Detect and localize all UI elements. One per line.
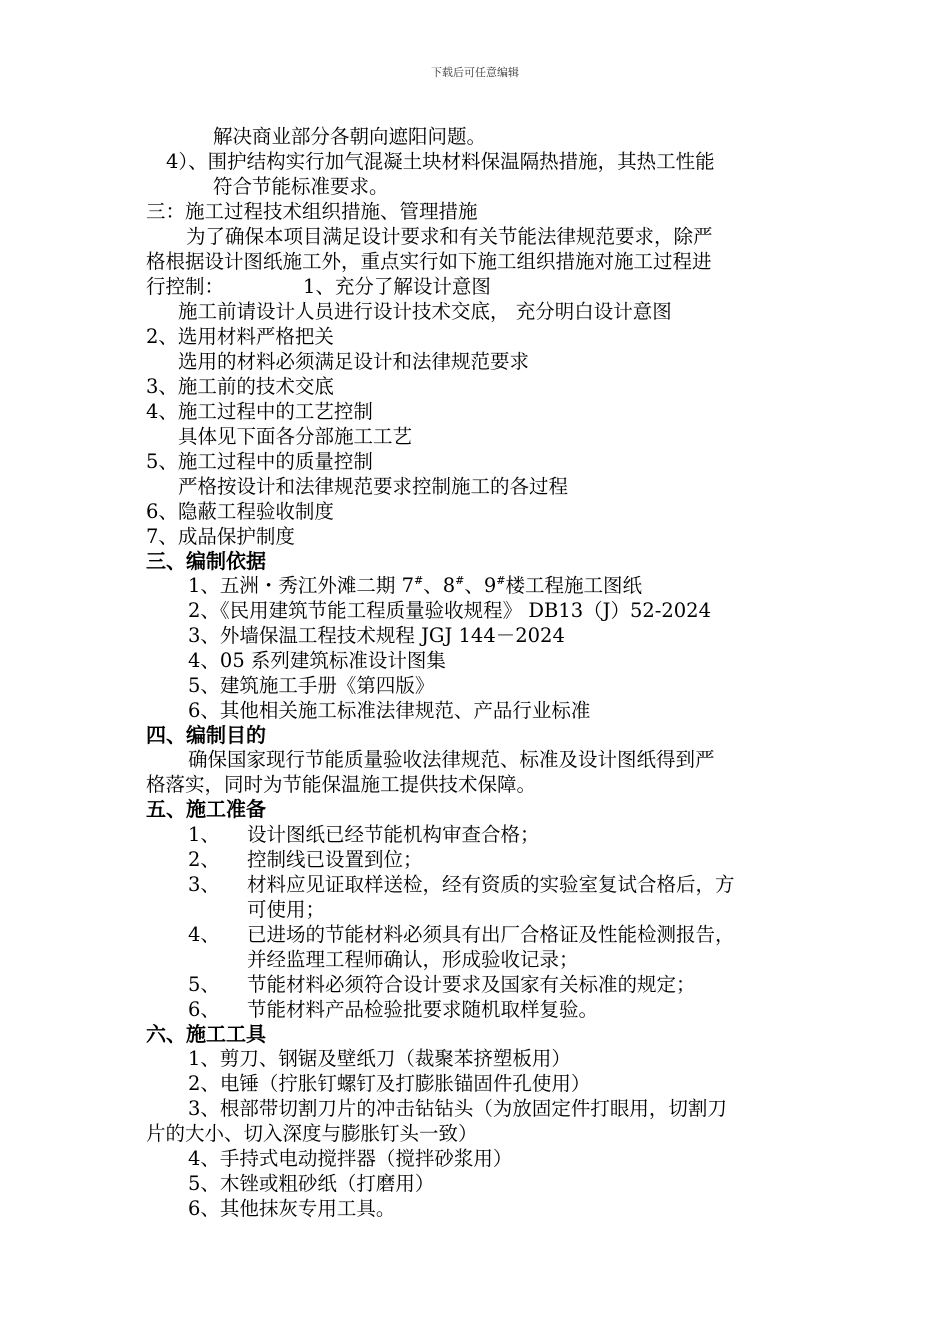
prep-item-number: 2、 bbox=[188, 848, 220, 871]
basis-item-6: 6、其他相关施工标准法律规范、产品行业标准 bbox=[188, 699, 591, 722]
process-item: 6、隐蔽工程验收制度 bbox=[146, 500, 334, 523]
intro-item-4-cont: 符合节能标准要求。 bbox=[213, 175, 389, 198]
intro-line: 解决商业部分各朝向遮阳问题。 bbox=[213, 125, 487, 148]
purpose-paragraph-line: 确保国家现行节能质量验收法律规范、标准及设计图纸得到严 bbox=[188, 748, 715, 771]
prep-item-text-cont: 并经监理工程师确认，形成验收记录； bbox=[247, 948, 579, 971]
prep-item-text: 节能材料必须符合设计要求及国家有关标准的规定； bbox=[247, 973, 696, 996]
section-heading-basis: 三、编制依据 bbox=[146, 549, 266, 573]
prep-item-text: 材料应见证取样送检，经有资质的实验室复试合格后，方 bbox=[247, 873, 735, 896]
superscript: # bbox=[496, 574, 506, 587]
tool-item-2: 2、电锤（拧胀钉螺钉及打膨胀锚固件孔使用） bbox=[188, 1072, 591, 1095]
prep-item-number: 4、 bbox=[188, 923, 220, 946]
tool-item-4: 4、手持式电动搅拌器（搅拌砂浆用） bbox=[188, 1147, 513, 1170]
basis-item-text: 、9 bbox=[464, 574, 497, 597]
section-title-process: 三：施工过程技术组织措施、管理措施 bbox=[146, 200, 478, 223]
process-paragraph-line: 为了确保本项目满足设计要求和有关节能法律规范要求，除严 bbox=[186, 225, 713, 248]
prep-item-number: 3、 bbox=[188, 873, 220, 896]
process-detail: 施工前请设计人员进行设计技术交底， 充分明白设计意图 bbox=[178, 300, 672, 323]
basis-item-5: 5、建筑施工手册《第四版》 bbox=[188, 674, 435, 697]
section-heading-tools: 六、施工工具 bbox=[146, 1022, 266, 1046]
process-item: 4、施工过程中的工艺控制 bbox=[146, 400, 373, 423]
intro-item-4: 4）、围护结构实行加气混凝土块材料保温隔热措施，其热工性能 bbox=[166, 150, 715, 173]
process-item-1: 1、充分了解设计意图 bbox=[303, 275, 491, 298]
basis-item-4: 4、05 系列建筑标准设计图集 bbox=[188, 649, 446, 672]
prep-item-text: 节能材料产品检验批要求随机取样复验。 bbox=[247, 998, 599, 1021]
prep-item-number: 5、 bbox=[188, 973, 220, 996]
basis-item-text: 1、五洲・秀江外滩二期 7 bbox=[188, 574, 415, 597]
process-detail: 严格按设计和法律规范要求控制施工的各过程 bbox=[178, 475, 569, 498]
process-detail: 选用的材料必须满足设计和法律规范要求 bbox=[178, 350, 530, 373]
prep-item-text: 控制线已设置到位； bbox=[247, 848, 423, 871]
prep-item-text: 已进场的节能材料必须具有出厂合格证及性能检测报告， bbox=[247, 923, 735, 946]
process-paragraph-line: 格根据设计图纸施工外，重点实行如下施工组织措施对施工过程进 bbox=[146, 250, 712, 273]
prep-item-number: 1、 bbox=[188, 823, 220, 846]
basis-item-text: 楼工程施工图纸 bbox=[505, 574, 643, 597]
tool-item-3: 3、根部带切割刀片的冲击钻钻头（为放固定件打眼用，切割刀 bbox=[188, 1097, 727, 1120]
process-paragraph-line: 行控制： bbox=[146, 275, 225, 298]
superscript: # bbox=[414, 574, 424, 587]
process-item: 2、选用材料严格把关 bbox=[146, 325, 334, 348]
basis-item-2: 2、《民用建筑节能工程质量验收规程》 DB13（J）52-2024 bbox=[188, 599, 711, 622]
section-heading-preparation: 五、施工准备 bbox=[146, 797, 266, 821]
basis-item-3: 3、外墙保温工程技术规程 JGJ 144－2024 bbox=[188, 624, 565, 647]
process-item: 5、施工过程中的质量控制 bbox=[146, 450, 373, 473]
tool-item-6: 6、其他抹灰专用工具。 bbox=[188, 1197, 396, 1220]
superscript: # bbox=[455, 574, 465, 587]
tool-item-1: 1、剪刀、钢锯及壁纸刀（裁聚苯挤塑板用） bbox=[188, 1047, 571, 1070]
section-heading-purpose: 四、编制目的 bbox=[146, 723, 266, 747]
prep-item-text: 设计图纸已经节能机构审查合格； bbox=[247, 823, 540, 846]
purpose-paragraph-line: 格落实，同时为节能保温施工提供技术保障。 bbox=[146, 773, 537, 796]
basis-item-1 bbox=[188, 573, 642, 598]
prep-item-text-cont: 可使用； bbox=[247, 898, 326, 921]
process-item: 3、施工前的技术交底 bbox=[146, 375, 334, 398]
prep-item-number: 6、 bbox=[188, 998, 220, 1021]
basis-item-text: 、8 bbox=[423, 574, 456, 597]
tool-item-3-cont: 片的大小、切入深度与膨胀钉头一致） bbox=[146, 1122, 478, 1145]
process-detail: 具体见下面各分部施工工艺 bbox=[178, 425, 413, 448]
tool-item-5: 5、木锉或粗砂纸（打磨用） bbox=[188, 1172, 435, 1195]
page-header: 下载后可任意编辑 bbox=[431, 66, 519, 79]
process-item: 7、成品保护制度 bbox=[146, 525, 295, 548]
